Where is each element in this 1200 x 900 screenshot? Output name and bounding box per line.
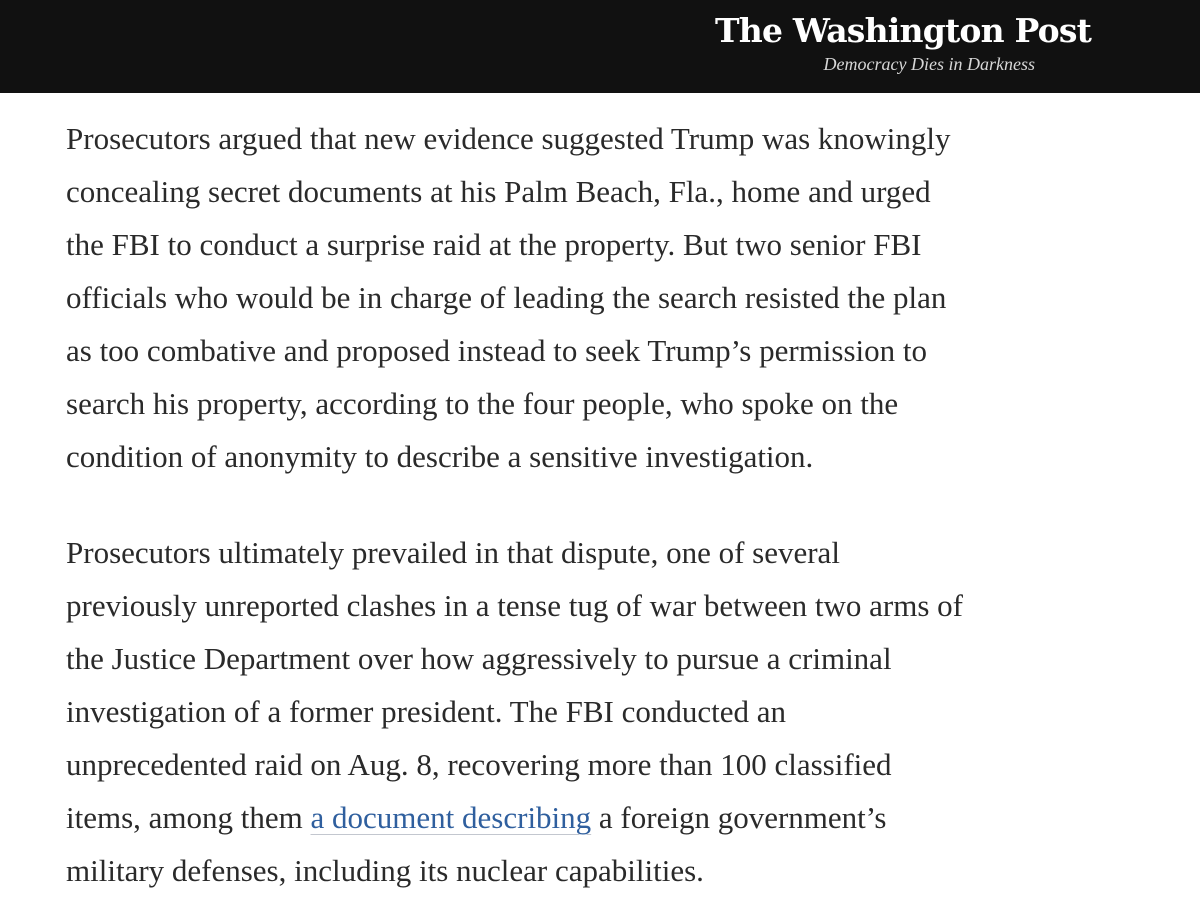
washington-post-logo[interactable]: The Washington Post	[715, 11, 1092, 50]
masthead-brand	[715, 11, 1092, 76]
paragraph-2-line-5: unprecedented raid on Aug. 8, recovering more than 100 classified	[66, 747, 892, 782]
paragraph-2-line-3: the Justice Department over how aggressively to pursue a criminal	[66, 641, 892, 676]
paragraph-2-line-6-prefix: items, among them	[66, 800, 311, 835]
masthead-tagline: Democracy Dies in Darkness	[823, 54, 1035, 74]
paragraph-1-line-4: officials who would be in charge of leading the search resisted the plan	[66, 280, 947, 315]
paragraph-2-line-6	[66, 791, 1156, 844]
paragraph-2-line-4: investigation of a former president. The FBI conducted an	[66, 694, 786, 729]
paragraph-1-line-6: search his property, according to the four people, who spoke on the	[66, 386, 899, 421]
article-body	[66, 112, 1156, 897]
document-describing-link[interactable]: a document describing	[310, 800, 592, 835]
paragraph-1-line-3: the FBI to conduct a surprise raid at the property. But two senior FBI	[66, 227, 922, 262]
paragraph-2-line-6-suffix: a foreign government’s	[591, 800, 887, 835]
paragraph-1-line-2: concealing secret documents at his Palm Beach, Fla., home and urged	[66, 174, 931, 209]
paragraph-1-line-5: as too combative and proposed instead to seek Trump’s permission to	[66, 333, 928, 368]
paragraph-2-line-7: military defenses, including its nuclear capabilities.	[66, 853, 704, 888]
article-paragraph-1	[66, 112, 1156, 483]
masthead	[0, 0, 1200, 93]
article-paragraph-2	[66, 526, 1156, 897]
paragraph-2-line-2: previously unreported clashes in a tense tug of war between two arms of	[66, 588, 964, 623]
paragraph-1-line-1: Prosecutors argued that new evidence suggested Trump was knowingly	[66, 121, 951, 156]
paragraph-2-line-1: Prosecutors ultimately prevailed in that dispute, one of several	[66, 535, 840, 570]
paragraph-1-line-7: condition of anonymity to describe a sensitive investigation.	[66, 439, 814, 474]
